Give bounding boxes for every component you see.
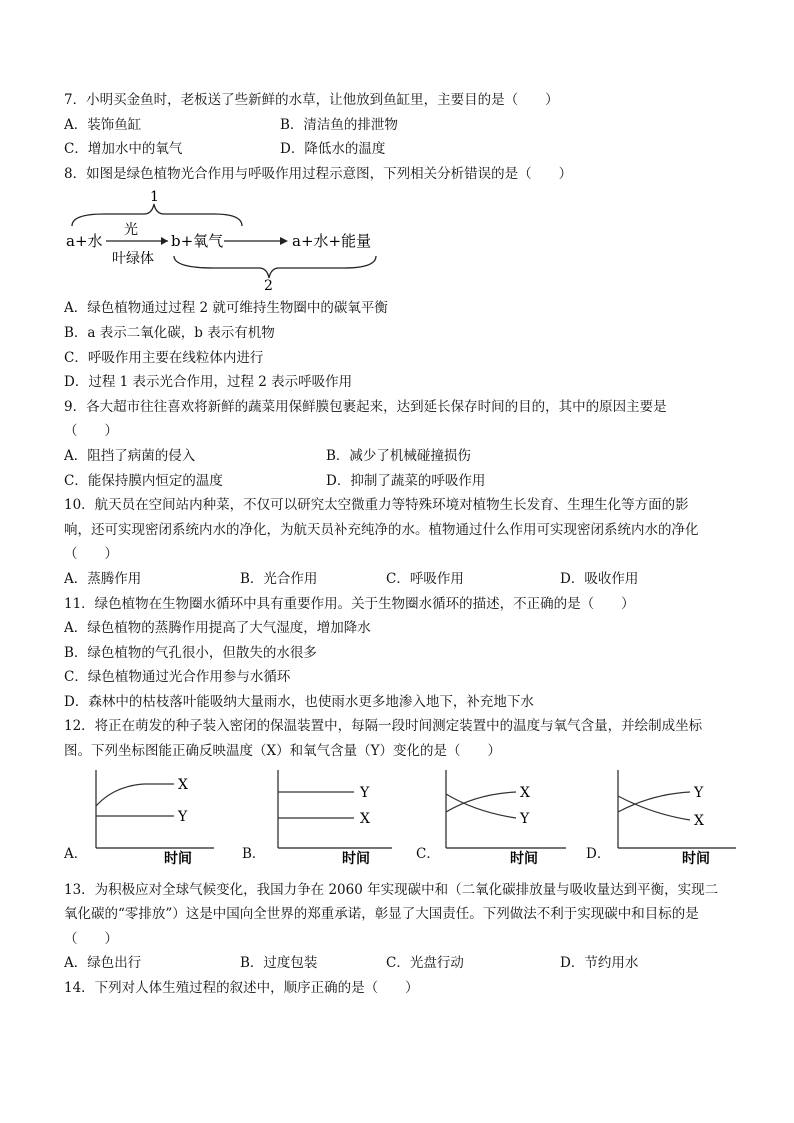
question-10-option-b[interactable]: B．光合作用: [240, 570, 318, 587]
graph-a-option-label: A．: [64, 845, 88, 862]
process-2-label: 2: [264, 278, 273, 295]
process-1-label: 1: [150, 189, 159, 206]
question-10-options-row: [64, 567, 740, 592]
arrowhead-respiration: [280, 237, 288, 245]
question-13-stem-line-2: 氧化碳的“零排放”）这是中国向全世界的郑重承诺，彰显了大国责任。下列做法不利于实现碳中和目标的是: [64, 906, 699, 923]
arrow-label-chlorophyll: 叶绿体: [112, 251, 154, 268]
question-8-option-a[interactable]: A．绿色植物通过过程 2 就可维持生物圈中的碳氧平衡: [64, 300, 388, 317]
question-11-option-c[interactable]: C．绿色植物通过光合作用参与水循环: [64, 669, 291, 686]
question-9-stem: 9．各大超市往往喜欢将新鲜的蔬菜用保鲜膜包裹起来，达到延长保存时间的目的，其中的原因主要是: [64, 398, 667, 415]
question-7-options-row-2: [64, 137, 740, 162]
photosynthesis-respiration-diagram: [64, 186, 740, 296]
brace-process-2: [174, 256, 376, 278]
question-7-option-a[interactable]: A．装饰鱼缸: [64, 116, 142, 133]
graph-d-x-label: 时间: [682, 850, 710, 866]
graph-a-x-label: 时间: [164, 850, 192, 866]
exam-page: [64, 88, 740, 1001]
question-14-stem: 14．下列对人体生殖过程的叙述中，顺序正确的是（ ）: [64, 980, 419, 997]
question-7-stem: 7．小明买金鱼时，老板送了些新鲜的水草，让他放到鱼缸里，主要目的是（ ）: [64, 92, 559, 108]
diagram-products: b+氧气: [171, 232, 224, 251]
arrow-label-light: 光: [124, 222, 138, 239]
diagram-respiration-products: a+水+能量: [292, 232, 372, 251]
graph-b-option-label: B．: [242, 845, 266, 862]
question-7-options-row-1: [64, 113, 740, 138]
question-9-option-b[interactable]: B．减少了机械碰撞损伤: [326, 447, 471, 464]
question-12-stem-line-1: 12．将正在萌发的种子装入密闭的保温装置中，每隔一段时间测定装置中的温度与氧气含量，并绘制成坐标: [64, 718, 703, 735]
graph-c-x-label: 时间: [510, 850, 538, 866]
question-8-option-c[interactable]: C．呼吸作用主要在线粒体内进行: [64, 349, 264, 366]
graph-a-upper-label: X: [178, 776, 188, 793]
graph-d-svg: [586, 766, 756, 866]
brace-process-1: [72, 204, 242, 226]
question-7-option-b[interactable]: B．清洁鱼的排泄物: [280, 116, 398, 133]
question-9-option-a[interactable]: A．阻挡了病菌的侵入: [64, 447, 196, 464]
question-11-option-a[interactable]: A．绿色植物的蒸腾作用提高了大气湿度，增加降水: [64, 620, 371, 637]
question-13-stem-line-1: 13．为积极应对全球气候变化，我国力争在 2060 年实现碳中和（二氧化碳排放量与吸收量达到平衡，实现二: [64, 881, 719, 898]
question-12-graph-options: [64, 766, 740, 866]
question-10-stem-bracket: （ ）: [64, 546, 118, 563]
question-9-options-row-1: [64, 444, 740, 469]
question-13-options-row: [64, 951, 740, 976]
graph-c-option-label: C．: [416, 845, 440, 862]
question-10-option-d[interactable]: D．吸收作用: [560, 570, 639, 587]
graph-option-c[interactable]: [416, 766, 586, 866]
question-13-option-a[interactable]: A．绿色出行: [64, 955, 142, 972]
question-10-option-a[interactable]: A．蒸腾作用: [64, 570, 142, 587]
graph-c-svg: [416, 766, 586, 866]
graph-b-lower-label: X: [360, 810, 370, 827]
arrowhead-photosynthesis: [161, 237, 168, 245]
question-8-stem: 8．如图是绿色植物光合作用与呼吸作用过程示意图，下列相关分析错误的是（ ）: [64, 165, 573, 182]
graph-option-d[interactable]: [586, 766, 756, 866]
graph-option-b[interactable]: [242, 766, 412, 866]
question-11-stem: 11．绿色植物在生物圈水循环中具有重要作用。关于生物圈水循环的描述，不正确的是（ ）: [64, 595, 635, 612]
question-8-option-b[interactable]: B．a 表示二氧化碳，b 表示有机物: [64, 324, 275, 341]
question-13-stem-bracket: （ ）: [64, 930, 118, 947]
question-7-option-d[interactable]: D．降低水的温度: [280, 141, 386, 158]
question-13-option-c[interactable]: C．光盘行动: [386, 955, 464, 972]
graph-d-lower-label: X: [694, 812, 704, 829]
question-10-stem-line-1: 10．航天员在空间站内种菜，不仅可以研究太空微重力等特殊环境对植物生长发育、生理生化等方面的影: [64, 497, 689, 514]
graph-a-curve-upper: [96, 784, 174, 806]
diagram-reactants: a+水: [66, 232, 103, 251]
graph-option-a[interactable]: [64, 766, 234, 866]
question-10-stem-line-2: 响，还可实现密闭系统内水的净化，为航天员补充纯净的水。植物通过什么作用可实现密闭系统内水的净化: [64, 521, 699, 538]
process-diagram-svg: [64, 186, 404, 296]
graph-b-x-label: 时间: [342, 850, 370, 866]
graph-b-upper-label: Y: [360, 784, 370, 801]
question-9-stem-bracket: （ ）: [64, 423, 118, 440]
question-11-option-b[interactable]: B．绿色植物的气孔很小，但散失的水很多: [64, 644, 317, 661]
question-8-option-d[interactable]: D．过程 1 表示光合作用，过程 2 表示呼吸作用: [64, 374, 353, 391]
question-11-option-d[interactable]: D．森林中的枯枝落叶能吸纳大量雨水，也使雨水更多地渗入地下，补充地下水: [64, 693, 534, 710]
graph-a-svg: [64, 766, 234, 866]
graph-d-curve-falling: [618, 796, 690, 820]
question-7-option-c[interactable]: C．增加水中的氧气: [64, 141, 183, 158]
graph-c-curve-rising: [446, 792, 516, 812]
question-13-option-d[interactable]: D．节约用水: [560, 955, 639, 972]
graph-d-option-label: D．: [586, 845, 611, 862]
question-12-stem-line-2: 图。下列坐标图能正确反映温度（X）和氧气含量（Y）变化的是（ ）: [64, 743, 502, 760]
question-13-option-b[interactable]: B．过度包装: [240, 955, 318, 972]
question-10-option-c[interactable]: C．呼吸作用: [386, 570, 464, 587]
question-9-options-row-2: [64, 469, 740, 494]
graph-b-svg: [242, 766, 412, 866]
graph-a-lower-label: Y: [178, 808, 188, 825]
graph-c-lower-label: Y: [520, 810, 530, 827]
graph-d-upper-label: Y: [694, 784, 704, 801]
question-9-option-d[interactable]: D．抑制了蔬菜的呼吸作用: [326, 472, 486, 489]
question-9-option-c[interactable]: C．能保持膜内恒定的温度: [64, 472, 223, 489]
graph-c-upper-label: X: [520, 784, 530, 801]
